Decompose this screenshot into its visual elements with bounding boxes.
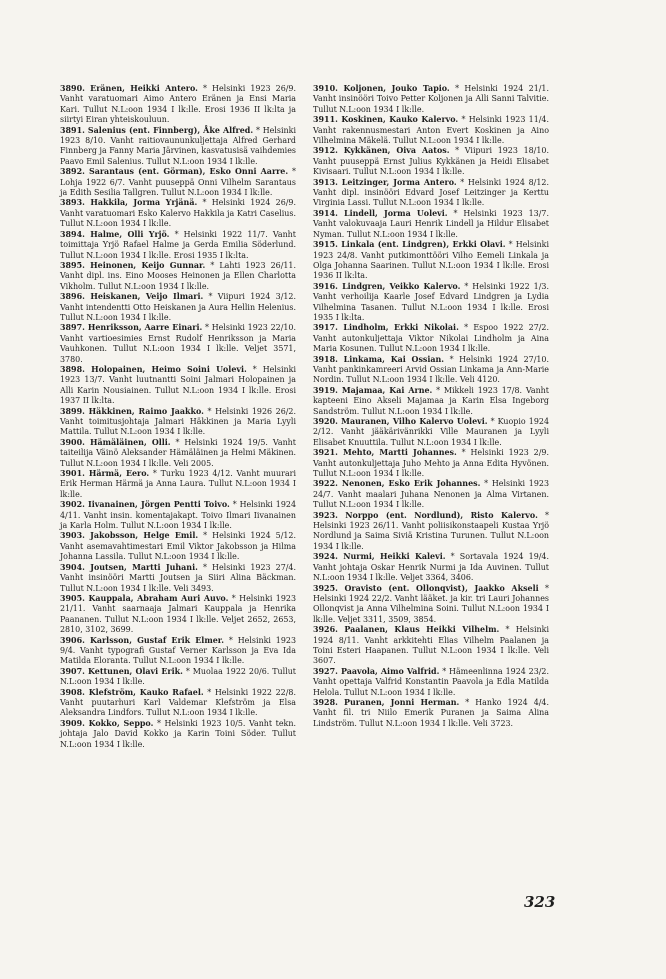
entry-text: * Helsinki 1923 11/4. Vanht rakennusmestari Anton Evert Koskinen ja Aino Vilhelmina Mäkelä. Tullut N.L:oon 1934 I lk:lle. [313,115,549,146]
entry-heading: 3911. Koskinen, Kauko Kalervo. [313,115,459,125]
register-entry [313,552,549,583]
entry-text: * Mikkeli 1923 17/8. Vanht kapteeni Eino Akseli Majamaa ja Karin Elsa Ingeborg Sandström. Tullut N.L:oon 1934 I lk:lle. [313,385,549,416]
entry-text: * Sortavala 1924 19/4. Vanht johtaja Oskar Henrik Nurmi ja Ida Auvinen. Tullut N.L:oon 1934 I lk:lle. Veljet 3364, 3406. [313,552,550,583]
entry-heading: 3906. Karlsson, Gustaf Erik Elmer. [60,635,224,645]
entry-heading: 3902. Iivanainen, Jörgen Pentti Toivo. [60,500,230,510]
entry-text: * Helsinki 1923 26/9. Vanht varatuomari Aimo Antero Eränen ja Ensi Maria Kari. Tullut N.L:oon 1934 I lk:lle. Erosi 1936 II lk:lta ja siirtyi Eiran yhteiskouluun. [60,84,296,125]
entry-text: * Helsinki 1924 5/12. Vanht asemavahtimestari Emil Viktor Jakobsson ja Hilma Johanna Lassila. Tullut N.L:oon 1934 I lk:lle. [60,531,297,562]
register-entry [313,355,549,386]
right-column [313,84,549,729]
entry-heading: 3926. Paalanen, Klaus Heikki Vilhelm. [313,625,500,635]
entry-heading: 3894. Halme, Olli Yrjö. [60,229,170,239]
register-entry [60,407,296,438]
entry-text: * Helsinki 1923 10/5. Vanht tekn. johtaja Jalo David Kokko ja Karin Toini Söder. Tullut N.L:oon 1934 I lk:lle. [60,718,297,749]
entry-heading: 3890. Eränen, Heikki Antero. [60,84,198,93]
register-entry [313,698,549,729]
entry-heading: 3917. Lindholm, Erkki Nikolai. [313,323,459,333]
entry-text: * Muolaa 1922 20/6. Tullut N.L:oon 1934 I lk:lle. [60,666,297,687]
entry-text: * Lohja 1922 6/7. Vanht puuseppä Onni Vilhelm Sarantaus ja Edith Sesilia Tallgren. Tullut N.L:oon 1934 I lk:lle. [60,167,297,198]
entry-heading: 3920. Mauranen, Vilho Kalervo Uolevi. [313,417,488,426]
register-entry [313,386,549,417]
entry-text: * Turku 1923 4/12. Vanht muurari Erik Herman Härmä ja Anna Laura. Tullut N.L:oon 1934 I lk:lle. [60,469,297,499]
register-entry [60,719,296,750]
entry-text: * Helsinki 1922 22/8. Vanht puutarhuri Karl Valdemar Klefström ja Elsa Aleksandra Lindfors. Tullut N.L:oon 1934 I lk:lle. [60,687,296,718]
entry-text: * Helsinki 1923 24/7. Vanht maalari Juhana Nenonen ja Alma Virtanen. Tullut N.L:oon 1934 I lk:lle. [313,479,549,510]
entry-text: * Helsinki 1926 26/2. Vanht toimitusjohtaja Jalmari Häkkinen ja Maria Lyyli Mattila. Tullut N.L:oon 1934 I lk:lle. [60,406,296,437]
register-entry [313,209,549,240]
entry-text: * Espoo 1922 27/2. Vanht autonkuljettaja Viktor Nikolai Lindholm ja Aina Maria Kosunen. Tullut N.L:oon 1934 I lk:lle. [313,323,550,354]
entry-text: * Hanko 1924 4/4. Vanht fil. tri Niilo Emerik Puranen ja Saima Alina Lindström. Tullut N.L:oon 1934 I lk:lle. Veli 3723. [313,697,549,728]
register-entry [60,563,296,594]
entry-text: * Helsinki 1923 24/8. Vanht putkimonttööri Vilho Eemeli Linkala ja Olga Johanna Saarinen. Tullut N.L:oon 1934 I lk:lle. Erosi 1936 II lk:lta. [313,240,549,281]
entry-text: * Kuopio 1924 2/12. Vanht jääkärivänrikki Ville Mauranen ja Lyyli Elisabet Knuuttila. Tullut N.L:oon 1934 I lk:lle. [313,417,549,447]
register-entry [313,115,549,146]
register-entry [313,667,549,698]
entry-heading: 3927. Paavola, Aimo Valfrid. [313,666,440,676]
register-entry [60,438,296,469]
entry-heading: 3914. Lindell, Jorma Uolevi. [313,208,448,218]
entry-text: * Helsinki 1924 19/5. Vanht taiteilija Väinö Aleksander Hämäläinen ja Helmi Mäkinen. Tullut N.L:oon 1934 I lk:lle. Veli 2005. [60,437,296,468]
register-entry [60,636,296,667]
page-number: 323 [524,893,556,911]
register-entry [313,240,549,282]
entry-text: * Viipuri 1924 3/12. Vanht intendentti Otto Heiskanen ja Aura Hellin Helenius. Tullut N.L:oon 1934 I lk:lle. [60,292,296,322]
register-entry [60,667,296,688]
register-entry [60,594,296,636]
entry-heading: 3912. Kykkänen, Oiva Aatos. [313,146,450,156]
register-entry [313,584,549,626]
entry-text: * Helsinki 1922 11/7. Vanht toimittaja Yrjö Rafael Halme ja Gerda Emilia Söderlund. Tullut N.L:oon 1934 I lk:lle. Erosi 1935 I lk:lta. [60,229,296,260]
entry-text: * Helsinki 1923 22/10. Vanht vartioesimies Ernst Rudolf Henriksson ja Maria Vauhkonen. Tullut N.L:oon 1934 I lk:lle. Veljet 3571, 3780. [60,323,296,364]
register-entry [60,365,296,407]
entry-heading: 3913. Leitzinger, Jorma Antero. [313,177,457,187]
register-entry [313,178,549,209]
entry-text: * Helsinki 1924 22/2. Vanht lääket. ja kir. tri Lauri Johannes Ollonqvist ja Anna Vilhelmina Soini. Tullut N.L:oon 1934 I lk:lle. Veljet 3311, 3509, 3854. [313,583,549,624]
entry-heading: 3899. Häkkinen, Raimo Jaakko. [60,406,204,416]
register-entry [313,448,549,479]
entry-heading: 3892. Sarantaus (ent. Görman), Esko Onni Aarre. [60,167,289,177]
entry-heading: 3909. Kokko, Seppo. [60,718,154,728]
entry-heading: 3895. Heinonen, Keijo Gunnar. [60,260,206,270]
register-entry [313,323,549,354]
entry-heading: 3900. Hämäläinen, Olli. [60,437,171,447]
register-entry [313,479,549,510]
entry-heading: 3919. Majamaa, Kai Arne. [313,385,433,395]
entry-heading: 3891. Salenius (ent. Finnberg), Åke Alfred. [60,125,254,135]
register-entry [60,230,296,261]
entry-heading: 3916. Lindgren, Veikko Kalervo. [313,281,461,291]
register-entry [60,292,296,323]
entry-text: * Helsinki 1924 27/10. Vanht pankinkamreeri Arvid Ossian Linkama ja Ann-Marie Nordin. Tullut N.L:oon 1934 I lk:lle. Veli 4120. [313,354,549,385]
entry-heading: 3901. Härmä, Eero. [60,469,150,479]
entry-heading: 3923. Norppo (ent. Nordlund), Risto Kalervo. [313,510,538,520]
entry-text: * Lahti 1923 26/11. Vanht dipl. ins. Eino Mooses Heinonen ja Ellen Charlotta Vikholm. Tullut N.L:oon 1934 I lk:lle. [60,260,296,291]
entry-heading: 3898. Holopainen, Heimo Soini Uolevi. [60,364,247,374]
register-entry [60,167,296,198]
entry-text: * Helsinki 1923 13/7. Vanht valokuvaaja Lauri Henrik Lindell ja Hildur Elisabet Nyman. Tullut N.L:oon 1934 I lk:lle. [313,208,549,239]
register-entry [60,469,296,500]
register-entry [313,625,549,667]
entry-heading: 3910. Koljonen, Jouko Tapio. [313,84,450,93]
entry-text: * Helsinki 1922 1/3. Vanht verhoilija Kaarle Josef Edvard Lindgren ja Lydia Vilhelmina Tasanen. Tullut N.L:oon 1934 I lk:lle. Erosi 1935 I lk:lta. [313,281,549,322]
entry-heading: 3903. Jakobsson, Helge Emil. [60,531,199,541]
entry-text: * Helsinki 1924 8/12. Vanht dipl. insinööri Edvard Josef Leitzinger ja Kerttu Virginia Lassi. Tullut N.L:oon 1934 I lk:lle. [313,177,549,208]
register-entry [60,126,296,168]
entry-heading: 3925. Oravisto (ent. Ollonqvist), Jaakko Akseli [313,583,539,593]
entry-text: * Helsinki 1923 27/4. Vanht insinööri Martti Joutsen ja Siiri Alina Bäckman. Tullut N.L:oon 1934 I lk:lle. Veli 3493. [60,562,296,593]
entry-text: * Helsinki 1923 8/10. Vanht raitiovaununkuljettaja Alfred Gerhard Finnberg ja Fanny Maria Järvinen, kasvatusisä vaihdemies Paavo Emil Salenius. Tullut N.L:oon 1934 I lk:lle. [60,125,296,166]
entry-heading: 3924. Nurmi, Heikki Kalevi. [313,552,446,562]
entry-heading: 3922. Nenonen, Esko Erik Johannes. [313,479,481,489]
entry-heading: 3915. Linkala (ent. Lindgren), Erkki Olavi. [313,240,506,250]
entry-text: * Helsinki 1924 4/11. Vanht insin. komentajakapt. Toivo Ilmari Iivanainen ja Karla Holm. Tullut N.L:oon 1934 I lk:lle. [60,500,296,531]
register-entry [60,84,296,126]
register-entry [313,511,549,553]
entry-heading: 3904. Joutsen, Martti Juhani. [60,562,198,572]
entry-heading: 3893. Hakkila, Jorma Yrjänä. [60,198,198,208]
register-entry [60,323,296,365]
entry-heading: 3897. Henriksson, Aarre Einari. [60,323,203,333]
entry-text: * Helsinki 1923 26/11. Vanht poliisikonstaapeli Kustaa Yrjö Nordlund ja Saima Siviä Kristina Turunen. Tullut N.L:oon 1934 I lk:lle. [313,510,549,551]
register-entry [60,261,296,292]
entry-heading: 3907. Kettunen, Olavi Erik. [60,666,183,676]
entry-text: * Helsinki 1924 21/1. Vanht insinööri Toivo Petter Koljonen ja Alli Sanni Talvitie. Tullut N.L:oon 1934 I lk:lle. [313,84,549,114]
entry-text: * Helsinki 1923 2/9. Vanht autonkuljettaja Juho Mehto ja Anna Edita Hyvönen. Tullut N.L:oon 1934 I lk:lle. [313,448,549,479]
register-entry [313,146,549,177]
register-entry [60,198,296,229]
register-entry [313,417,549,448]
entry-heading: 3928. Puranen, Jonni Herman. [313,697,460,707]
register-entry [313,84,549,115]
entry-heading: 3905. Kauppala, Abraham Auri Auvo. [60,593,229,603]
register-entry [60,688,296,719]
register-entry [60,500,296,531]
entry-text: * Helsinki 1923 13/7. Vanht luutnantti Soini Jalmari Holopainen ja Alli Karin Nousiainen. Tullut N.L:oon 1934 I lk:lle. Erosi 1937 II lk:lta. [60,364,296,406]
entry-text: * Viipuri 1923 18/10. Vanht puuseppä Ernst Julius Kykkänen ja Heidi Elisabet Kivisaari. Tullut N.L:oon 1934 I lk:lle. [313,146,549,177]
entry-text: * Helsinki 1923 21/11. Vanht saarnaaja Jalmari Kauppala ja Henrika Paananen. Tullut N.L:oon 1934 I lk:lle. Veljet 2652, 2653, 2810, 3102, 3699. [60,593,296,635]
entry-heading: 3921. Mehto, Martti Johannes. [313,448,457,458]
entry-text: * Helsinki 1924 26/9. Vanht varatuomari Esko Kalervo Hakkila ja Katri Caselius. Tullut N.L:oon 1934 I lk:lle. [60,198,296,229]
entry-heading: 3896. Heiskanen, Veijo Ilmari. [60,292,204,302]
entry-heading: 3918. Linkama, Kai Ossian. [313,354,445,364]
entry-text: * Hämeenlinna 1924 23/2. Vanht opettaja Valfrid Konstantin Paavola ja Edla Matilda Helola. Tullut N.L:oon 1934 I lk:lle. [313,666,549,697]
entry-text: * Helsinki 1923 9/4. Vanht typografi Gustaf Verner Karlsson ja Eva Ida Matilda Eloranta. Tullut N.L:oon 1934 I lk:lle. [60,635,296,666]
left-column [60,84,296,750]
entry-text: * Helsinki 1924 8/11. Vanht arkkitehti Elias Vilhelm Paalanen ja Toini Esteri Haapanen. Tullut N.L:oon 1934 I lk:lle. Veli 3607. [313,625,549,666]
register-entry [60,531,296,562]
register-entry [313,282,549,324]
entry-heading: 3908. Klefström, Kauko Rafael. [60,687,204,697]
